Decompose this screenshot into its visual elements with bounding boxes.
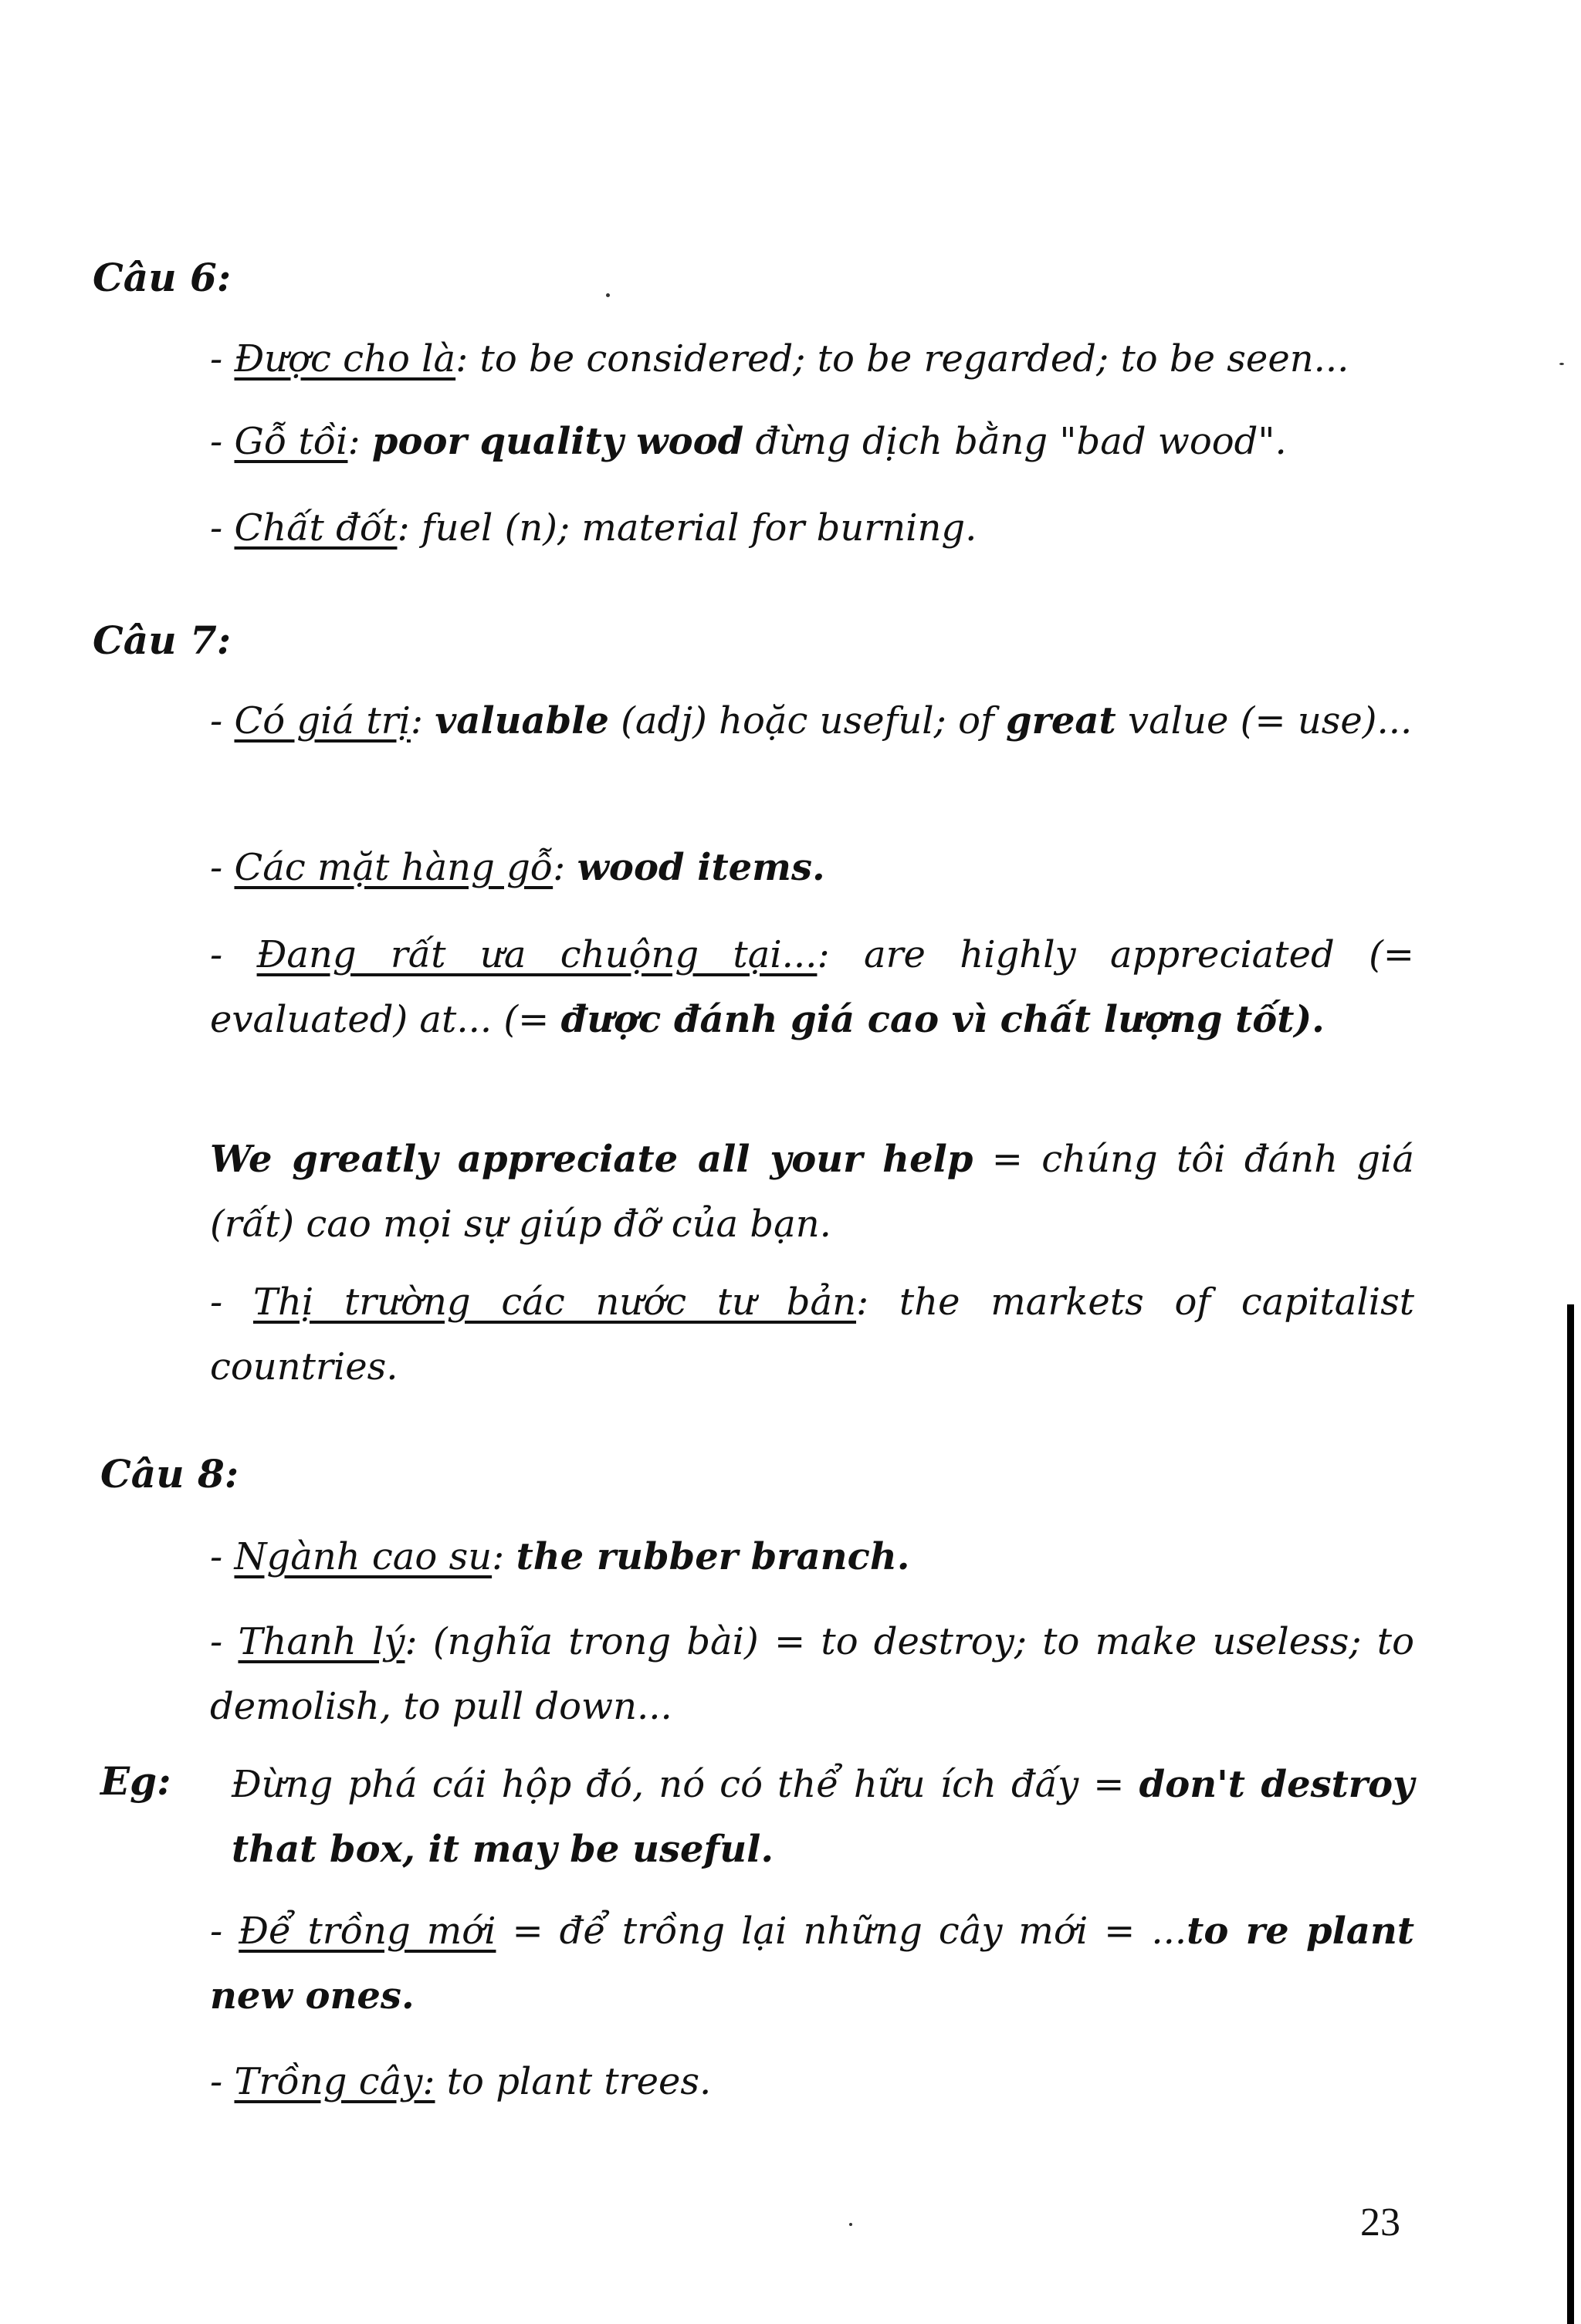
entry-definition: = chúng tôi đánh giá (rất) cao mọi sự giúp đỡ của bạn. [210,1138,1414,1246]
entry-term: Đang rất ưa chuộng tại... [256,933,818,976]
entry-definition: : to be considered; to be regarded; to be seen... [455,337,1349,381]
entry-sep: : [553,846,577,889]
entry-sep: : [347,420,372,463]
entry-definition: : (nghĩa trong bài) = to destroy; to make useless; to demolish, to pull down... [210,1620,1414,1728]
section-heading-cau-7: Câu 7: [93,617,232,663]
entry-bold: wood items. [577,846,825,889]
entry-trong-cay: - Trồng cây: to plant trees. [210,2060,712,2103]
entry-bold: poor quality wood [371,420,744,463]
entry-go-toi: - Gỗ tồi: poor quality wood đừng dịch bằng "bad wood". [210,420,1287,463]
entry-bold: great [1006,699,1116,743]
entry-definition: = để trồng lại những cây mới = ... [496,1910,1187,1953]
entry-bold: We greatly appreciate all your help [210,1138,973,1181]
entry-definition: Đừng phá cái hộp đó, nó có thể hữu ích đấy = [232,1763,1139,1806]
entry-example-box [232,1752,1414,1882]
entry-thi-truong: - Thị trường các nước tư bản: the markets of capitalist countries. [210,1280,1414,1389]
entry-term: Trồng cây: [234,2060,435,2103]
entry-dang-rat-ua-chuong: - Đang rất ưa chuộng tại...: are highly appreciated (= evaluated) at... (= được đánh giá cao vì chất lượng tốt). [210,933,1415,1041]
entry-sep: : [492,1535,516,1578]
entry-term: Các mặt hàng gỗ [234,846,554,889]
entry-term: Gỗ tồi [234,420,348,463]
section-heading-cau-8: Câu 8: [100,1451,239,1497]
entry-chat-dot: - Chất đốt: fuel (n); material for burning. [210,506,977,550]
scan-speck [606,293,610,297]
entry-term: Được cho là [234,337,456,381]
entry-term: Thanh lý [238,1620,405,1663]
entry-bold: the rubber branch. [516,1535,910,1578]
entry-sep: : [410,699,435,743]
entry-definition: (adj) hoặc useful; of [608,699,1007,743]
entry-de-trong-moi: - Để trồng mới = để trồng lại những cây mới = ...to re plant new ones. [210,1910,1415,2018]
entry-term: Ngành cao su [234,1535,493,1578]
entry-term: Có giá trị [234,699,411,743]
entry-co-gia-tri: - Có giá trị: valuable (adj) hoặc useful; of great value (= use)... [210,699,1413,743]
entry-example-appreciate [210,1127,1414,1257]
entry-definition: to plant trees. [435,2060,712,2103]
scan-speck [849,2223,852,2226]
page-number: 23 [1360,2201,1400,2245]
entry-term: Để trồng mới [239,1910,496,1953]
entry-bold: to re plant new ones. [210,1910,1415,2018]
entry-cac-mat-hang-go: - Các mặt hàng gỗ: wood items. [210,846,825,889]
entry-bold: được đánh giá cao vì chất lượng tốt). [560,998,1325,1041]
entry-bold: don't destroy that box, it may be useful. [232,1763,1415,1871]
scan-edge-bar [1567,1304,1574,2324]
entry-definition: đừng dịch bằng "bad wood". [743,420,1287,463]
section-heading-cau-6: Câu 6: [93,255,232,300]
entry-term: Thị trường các nước tư bản [252,1280,857,1324]
entry-definition: : the markets of capitalist countries. [210,1280,1414,1389]
entry-definition: : are highly appreciated (= evaluated) at... (= [210,933,1415,1041]
entry-definition: value (= use)... [1116,699,1413,743]
entry-thanh-ly: - Thanh lý: (nghĩa trong bài) = to destroy; to make useless; to demolish, to pull down... [210,1620,1414,1728]
scan-speck [1559,363,1564,365]
entry-nganh-cao-su: - Ngành cao su: the rubber branch. [210,1535,910,1578]
entry-definition: : fuel (n); material for burning. [397,506,977,550]
entry-duoc-cho-la: - Được cho là: to be considered; to be regarded; to be seen... [210,337,1349,381]
example-label: Eg: [100,1758,171,1804]
entry-bold: valuable [435,699,609,743]
entry-term: Chất đốt [234,506,398,550]
